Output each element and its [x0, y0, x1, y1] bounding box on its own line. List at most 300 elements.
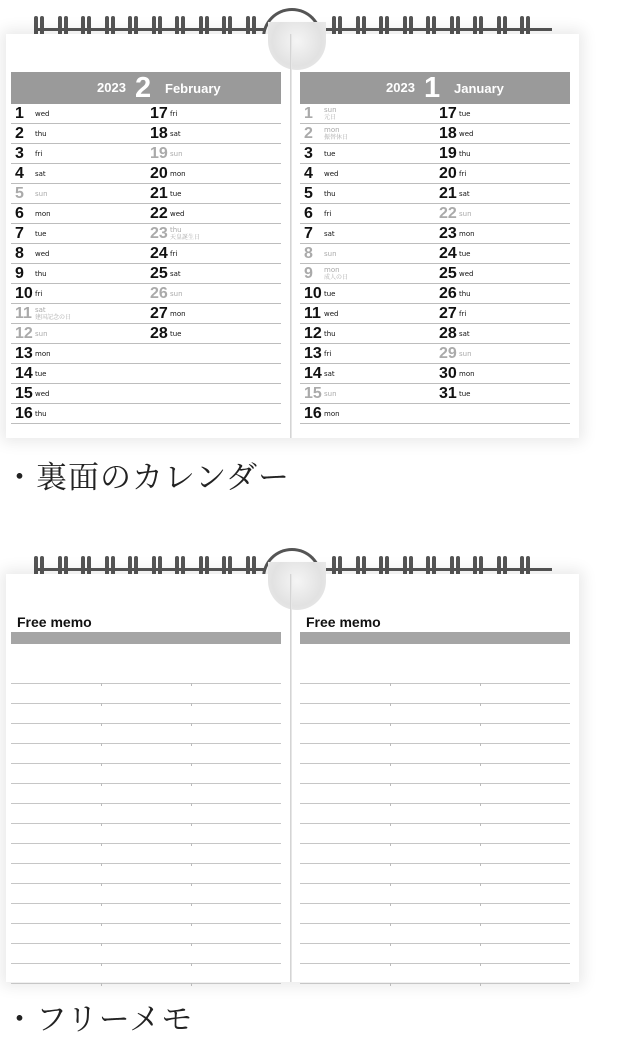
day-number: 1	[15, 105, 24, 122]
calendar-row	[11, 224, 281, 244]
day-cell	[146, 184, 276, 204]
weekday-label	[324, 290, 336, 298]
day-number: 5	[15, 185, 24, 202]
weekday-text: wed	[170, 210, 185, 218]
day-number: 16	[15, 405, 33, 422]
day-cell	[11, 364, 141, 384]
day-number: 27	[439, 305, 457, 322]
day-cell	[11, 224, 141, 244]
memo-line	[11, 844, 281, 864]
day-cell	[300, 344, 430, 364]
weekday-text: sat	[459, 330, 470, 338]
calendar-row	[300, 224, 570, 244]
day-rows	[300, 104, 570, 424]
weekday-text: wed	[35, 110, 50, 118]
day-cell	[435, 104, 565, 124]
day-number: 18	[439, 125, 457, 142]
day-cell	[11, 244, 141, 264]
calendar-row	[11, 144, 281, 164]
weekday-text: wed	[35, 390, 50, 398]
calendar-row	[300, 404, 570, 424]
weekday-text: thu	[170, 226, 182, 234]
day-cell	[146, 304, 276, 324]
hanger-hole	[268, 22, 326, 70]
weekday-label	[459, 330, 470, 338]
weekday-label	[170, 226, 200, 241]
memo-line	[300, 704, 570, 724]
weekday-text: tue	[170, 190, 182, 198]
memo-line	[11, 704, 281, 724]
day-number: 6	[304, 205, 313, 222]
weekday-text: tue	[35, 230, 47, 238]
calendar-row	[11, 384, 281, 404]
calendar-row	[11, 404, 281, 424]
memo-line	[300, 724, 570, 744]
day-number: 2	[304, 125, 313, 142]
day-number: 17	[439, 105, 457, 122]
memo-tick	[480, 983, 481, 986]
calendar-row	[300, 364, 570, 384]
calendar-row	[11, 284, 281, 304]
weekday-text: fri	[35, 290, 43, 298]
weekday-label	[170, 330, 182, 338]
calendar-row	[11, 304, 281, 324]
holiday-label: 成人の日	[324, 274, 349, 281]
weekday-label	[324, 170, 338, 178]
day-number: 1	[304, 105, 313, 122]
weekday-text: sun	[459, 210, 472, 218]
memo-line	[11, 944, 281, 964]
weekday-label	[324, 106, 337, 121]
center-fold	[290, 34, 292, 438]
memo-line	[300, 844, 570, 864]
weekday-text: sun	[35, 190, 48, 198]
weekday-label	[324, 126, 348, 141]
weekday-label	[324, 370, 335, 378]
weekday-text: tue	[324, 150, 336, 158]
month-name: February	[165, 81, 221, 96]
memo-line	[300, 964, 570, 984]
weekday-text: wed	[324, 310, 339, 318]
month-header	[300, 72, 570, 104]
calendar-row	[11, 324, 281, 344]
memo-sheet	[6, 574, 579, 982]
day-cell	[435, 304, 565, 324]
calendar-row	[300, 244, 570, 264]
weekday-label	[170, 110, 177, 118]
day-cell	[11, 384, 141, 404]
day-number: 23	[150, 225, 168, 242]
day-cell	[435, 344, 565, 364]
day-number: 16	[304, 405, 322, 422]
day-cell	[435, 184, 565, 204]
day-cell	[435, 284, 565, 304]
memo-line	[300, 744, 570, 764]
day-cell	[11, 324, 141, 344]
day-number: 3	[304, 145, 313, 162]
weekday-text: mon	[324, 410, 340, 418]
memo-line	[11, 804, 281, 824]
holiday-label: 建国記念の日	[35, 314, 72, 321]
day-number: 22	[439, 205, 457, 222]
day-number: 22	[150, 205, 168, 222]
weekday-text: sun	[324, 106, 337, 114]
weekday-label	[459, 290, 471, 298]
memo-line	[11, 864, 281, 884]
calendar-row	[300, 284, 570, 304]
day-number: 12	[15, 325, 33, 342]
calendar-row	[300, 344, 570, 364]
day-number: 9	[15, 265, 24, 282]
memo-line	[11, 664, 281, 684]
day-cell	[146, 164, 276, 184]
day-rows	[11, 104, 281, 424]
center-fold	[290, 574, 292, 982]
day-cell	[300, 364, 430, 384]
day-number: 31	[439, 385, 457, 402]
day-number: 24	[150, 245, 168, 262]
day-number: 7	[304, 225, 313, 242]
day-cell	[435, 164, 565, 184]
day-cell	[300, 284, 430, 304]
weekday-label	[35, 150, 42, 158]
weekday-text: sat	[170, 270, 181, 278]
day-number: 26	[439, 285, 457, 302]
memo-line	[300, 824, 570, 844]
day-cell	[300, 304, 430, 324]
weekday-label	[324, 350, 331, 358]
day-number: 15	[304, 385, 322, 402]
day-cell	[146, 264, 276, 284]
weekday-label	[324, 210, 331, 218]
day-number: 10	[304, 285, 322, 302]
day-number: 20	[150, 165, 168, 182]
memo-line	[11, 904, 281, 924]
day-number: 28	[439, 325, 457, 342]
memo-line	[11, 684, 281, 704]
day-cell	[300, 244, 430, 264]
day-cell	[300, 104, 430, 124]
weekday-label	[35, 210, 51, 218]
day-number: 8	[304, 245, 313, 262]
memo-line	[300, 684, 570, 704]
weekday-label	[35, 230, 47, 238]
weekday-text: sun	[459, 350, 472, 358]
weekday-text: sun	[324, 250, 337, 258]
day-number: 10	[15, 285, 33, 302]
day-cell	[11, 264, 141, 284]
weekday-label	[35, 170, 46, 178]
memo-title: Free memo	[17, 614, 92, 630]
weekday-label	[459, 110, 471, 118]
weekday-label	[324, 190, 336, 198]
weekday-label	[170, 310, 186, 318]
day-number: 6	[15, 205, 24, 222]
memo-tick	[101, 983, 102, 986]
day-cell	[11, 404, 141, 424]
calendar-row	[11, 204, 281, 224]
day-cell	[146, 244, 276, 264]
weekday-text: mon	[170, 310, 186, 318]
calendar-row	[300, 164, 570, 184]
memo-band	[300, 632, 570, 644]
weekday-label	[35, 290, 42, 298]
day-number: 11	[15, 305, 32, 322]
weekday-label	[35, 350, 51, 358]
weekday-label	[170, 250, 177, 258]
day-number: 23	[439, 225, 457, 242]
day-cell	[146, 284, 276, 304]
weekday-label	[459, 390, 471, 398]
calendar-row	[300, 204, 570, 224]
memo-lines	[300, 664, 570, 984]
day-cell	[300, 264, 430, 284]
weekday-label	[459, 270, 473, 278]
weekday-text: fri	[35, 150, 43, 158]
weekday-label	[459, 210, 472, 218]
day-cell	[300, 164, 430, 184]
month-january	[300, 72, 570, 424]
weekday-text: sat	[35, 170, 46, 178]
day-number: 18	[150, 125, 168, 142]
weekday-text: sun	[324, 390, 337, 398]
memo-lines	[11, 664, 281, 984]
day-number: 26	[150, 285, 168, 302]
weekday-text: mon	[324, 266, 340, 274]
memo-band	[11, 632, 281, 644]
calendar-row	[11, 264, 281, 284]
weekday-label	[459, 170, 466, 178]
weekday-text: sat	[324, 230, 335, 238]
weekday-text: tue	[170, 330, 182, 338]
weekday-text: fri	[324, 210, 332, 218]
weekday-text: tue	[35, 370, 47, 378]
day-number: 19	[150, 145, 168, 162]
calendar-row	[11, 104, 281, 124]
day-number: 4	[304, 165, 313, 182]
day-cell	[300, 144, 430, 164]
day-number: 14	[15, 365, 33, 382]
day-cell	[300, 324, 430, 344]
calendar-row	[300, 384, 570, 404]
memo-tick	[191, 983, 192, 986]
day-cell	[11, 284, 141, 304]
calendar-row	[11, 164, 281, 184]
day-number: 21	[439, 185, 457, 202]
weekday-text: thu	[35, 270, 47, 278]
weekday-text: thu	[324, 330, 336, 338]
weekday-text: fri	[324, 350, 332, 358]
holiday-label: 元日	[324, 114, 337, 121]
weekday-text: sat	[170, 130, 181, 138]
day-cell	[435, 224, 565, 244]
day-number: 8	[15, 245, 24, 262]
day-cell	[146, 224, 276, 244]
day-cell	[146, 204, 276, 224]
weekday-text: thu	[459, 290, 471, 298]
weekday-text: thu	[35, 410, 47, 418]
weekday-text: wed	[324, 170, 339, 178]
weekday-text: tue	[324, 290, 336, 298]
weekday-label	[459, 370, 475, 378]
weekday-text: sat	[35, 306, 46, 314]
weekday-label	[35, 306, 71, 321]
weekday-label	[170, 150, 183, 158]
memo-line	[300, 944, 570, 964]
calendar-row	[11, 184, 281, 204]
day-number: 5	[304, 185, 313, 202]
weekday-text: fri	[170, 110, 178, 118]
day-cell	[11, 104, 141, 124]
day-cell	[300, 224, 430, 244]
day-number: 12	[304, 325, 322, 342]
weekday-label	[324, 230, 335, 238]
day-cell	[11, 124, 141, 144]
month-number: 1	[424, 72, 441, 104]
memo-line	[11, 884, 281, 904]
calendar-row	[11, 364, 281, 384]
day-number: 19	[439, 145, 457, 162]
calendar-row	[11, 344, 281, 364]
month-year: 2023	[386, 80, 415, 95]
day-cell	[435, 244, 565, 264]
calendar-row	[300, 324, 570, 344]
caption-memo: ・フリーメモ	[4, 1002, 194, 1038]
memo-line	[11, 784, 281, 804]
day-number: 17	[150, 105, 168, 122]
weekday-label	[324, 410, 340, 418]
memo-line	[11, 964, 281, 984]
weekday-label	[35, 270, 47, 278]
weekday-label	[324, 310, 338, 318]
hanger-hole	[268, 562, 326, 610]
day-cell	[435, 384, 565, 404]
weekday-text: sun	[170, 150, 183, 158]
memo-line	[300, 784, 570, 804]
weekday-label	[459, 250, 471, 258]
day-cell	[146, 124, 276, 144]
day-number: 14	[304, 365, 322, 382]
weekday-label	[35, 370, 47, 378]
weekday-text: sun	[170, 290, 183, 298]
memo-tick	[390, 983, 391, 986]
weekday-text: thu	[459, 150, 471, 158]
memo-line	[11, 724, 281, 744]
weekday-text: tue	[459, 250, 471, 258]
day-number: 3	[15, 145, 24, 162]
weekday-label	[35, 190, 48, 198]
calendar-row	[11, 244, 281, 264]
weekday-label	[170, 170, 186, 178]
weekday-label	[459, 350, 472, 358]
day-number: 25	[439, 265, 457, 282]
day-cell	[435, 204, 565, 224]
day-cell	[435, 144, 565, 164]
weekday-label	[459, 230, 475, 238]
memo-line	[11, 824, 281, 844]
calendar-sheet	[6, 34, 579, 438]
weekday-label	[324, 150, 336, 158]
day-cell	[11, 144, 141, 164]
day-cell	[300, 124, 430, 144]
weekday-label	[35, 250, 49, 258]
day-number: 15	[15, 385, 33, 402]
weekday-label	[170, 270, 181, 278]
day-cell	[11, 184, 141, 204]
day-number: 30	[439, 365, 457, 382]
month-header	[11, 72, 281, 104]
memo-line	[300, 764, 570, 784]
day-number: 25	[150, 265, 168, 282]
calendar-row	[300, 144, 570, 164]
weekday-label	[324, 330, 336, 338]
calendar-row	[300, 104, 570, 124]
month-february	[11, 72, 281, 424]
memo-line	[11, 924, 281, 944]
memo-line	[300, 864, 570, 884]
weekday-label	[459, 150, 471, 158]
weekday-text: sat	[324, 370, 335, 378]
memo-line	[300, 664, 570, 684]
day-cell	[146, 144, 276, 164]
day-cell	[435, 364, 565, 384]
weekday-text: tue	[459, 390, 471, 398]
weekday-text: tue	[459, 110, 471, 118]
weekday-label	[170, 210, 184, 218]
memo-line	[300, 904, 570, 924]
weekday-label	[35, 410, 47, 418]
weekday-label	[459, 190, 470, 198]
memo-line	[300, 924, 570, 944]
day-number: 4	[15, 165, 24, 182]
day-number: 27	[150, 305, 168, 322]
weekday-text: mon	[35, 350, 51, 358]
weekday-text: mon	[459, 370, 475, 378]
day-cell	[435, 124, 565, 144]
weekday-label	[35, 110, 49, 118]
month-number: 2	[135, 72, 152, 104]
month-year: 2023	[97, 80, 126, 95]
weekday-text: mon	[459, 230, 475, 238]
weekday-label	[35, 330, 48, 338]
weekday-text: mon	[324, 126, 340, 134]
day-number: 13	[304, 345, 322, 362]
day-cell	[435, 264, 565, 284]
day-cell	[11, 164, 141, 184]
calendar-row	[300, 264, 570, 284]
day-number: 11	[304, 305, 321, 322]
day-cell	[300, 204, 430, 224]
memo-line	[300, 884, 570, 904]
day-number: 29	[439, 345, 457, 362]
day-number: 20	[439, 165, 457, 182]
day-number: 2	[15, 125, 24, 142]
day-number: 24	[439, 245, 457, 262]
weekday-text: fri	[170, 250, 178, 258]
weekday-text: sun	[35, 330, 48, 338]
weekday-label	[324, 390, 337, 398]
day-cell	[435, 324, 565, 344]
weekday-text: mon	[170, 170, 186, 178]
weekday-label	[35, 130, 47, 138]
day-cell	[146, 104, 276, 124]
weekday-text: sat	[459, 190, 470, 198]
day-number: 21	[150, 185, 168, 202]
memo-line	[11, 764, 281, 784]
day-number: 7	[15, 225, 24, 242]
weekday-label	[35, 390, 49, 398]
memo-line	[11, 744, 281, 764]
